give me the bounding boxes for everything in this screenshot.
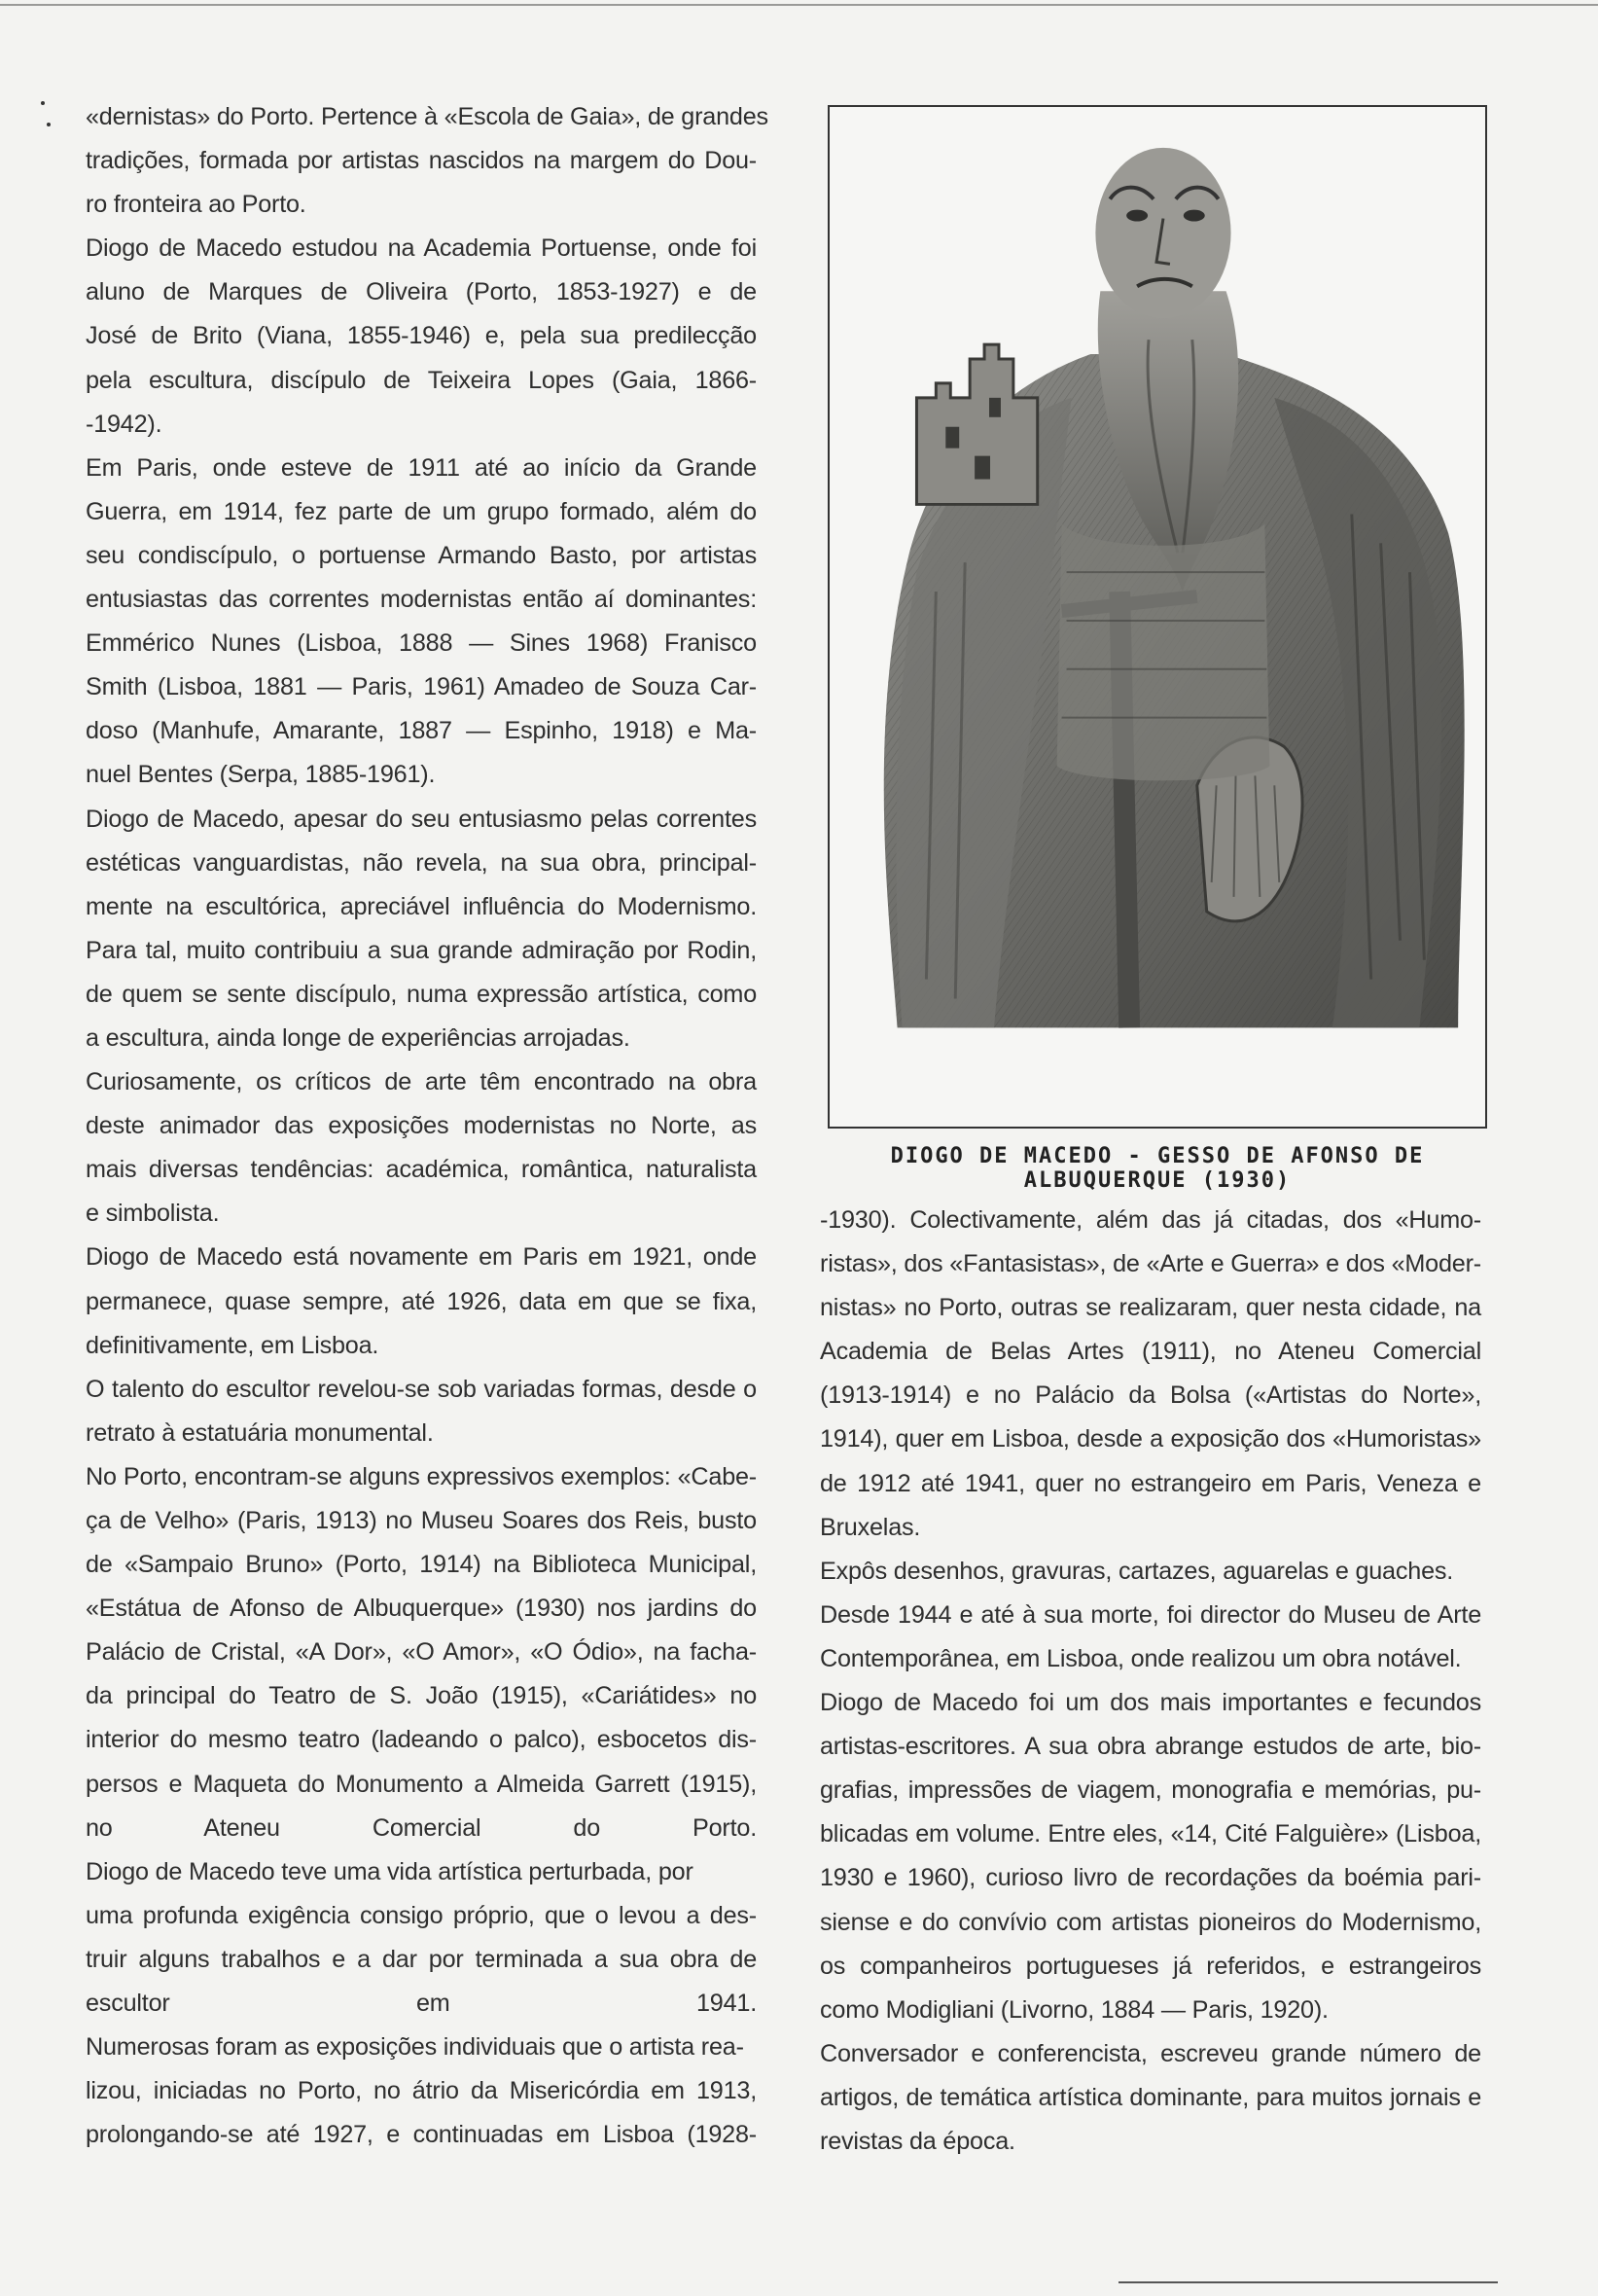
text-line: Academia de Belas Artes (1911), no Ateneu Comercial (820, 1338, 1481, 1366)
text-line: 1930 e 1960), curioso livro de recordações da boémia pari- (820, 1864, 1481, 1892)
text-line: Diogo de Macedo está novamente em Paris em 1921, onde (86, 1243, 757, 1272)
text-line: grafias, impressões de viagem, monografia e memórias, pu- (820, 1776, 1481, 1805)
castle-model (916, 344, 1037, 504)
text-line: Desde 1944 e até à sua morte, foi director do Museu de Arte (820, 1600, 1481, 1629)
text-line: Contemporânea, em Lisboa, onde realizou um obra notável. (820, 1644, 1462, 1672)
top-scan-edge (0, 4, 1598, 6)
text-line: José de Brito (Viana, 1855-1946) e, pela sua predilecção (86, 322, 757, 350)
text-line: doso (Manhufe, Amarante, 1887 — Espinho, 1918) e Ma- (86, 717, 757, 745)
scan-speck (41, 101, 45, 105)
text-line: No Porto, encontram-se alguns expressivos exemplos: «Cabe- (86, 1462, 757, 1490)
text-line: pela escultura, discípulo de Teixeira Lopes (Gaia, 1866- (86, 366, 757, 394)
text-line: uma profunda exigência consigo próprio, que o levou a des- (86, 1901, 757, 1929)
text-line: de «Sampaio Bruno» (Porto, 1914) na Biblioteca Municipal, (86, 1551, 757, 1579)
text-line: O talento do escultor revelou-se sob variadas formas, desde o (86, 1375, 757, 1403)
text-line: Bruxelas. (820, 1513, 921, 1541)
text-line: -1942). (86, 410, 162, 438)
sculpture-photo (828, 105, 1487, 1129)
text-line: escultor em 1941. (86, 1990, 757, 2018)
text-line: tradições, formada por artistas nascidos na margem do Dou- (86, 147, 757, 175)
scan-speck (47, 123, 51, 126)
text-line: siense e do convívio com artistas pioneiros do Modernismo, (820, 1908, 1481, 1936)
text-line: ristas», dos «Fantasistas», de «Arte e Guerra» e dos «Moder- (820, 1250, 1481, 1278)
bust-illustration (830, 107, 1485, 1127)
left-text-column (86, 95, 768, 2157)
text-line: definitivamente, em Lisboa. (86, 1331, 379, 1359)
text-line: Curiosamente, os críticos de arte têm encontrado na obra (86, 1068, 757, 1096)
text-line: Guerra, em 1914, fez parte de um grupo formado, além do (86, 497, 757, 525)
text-line: Diogo de Macedo estudou na Academia Portuense, onde foi (86, 234, 757, 263)
text-line: «Estátua de Afonso de Albuquerque» (1930) nos jardins do (86, 1595, 757, 1623)
text-line: Para tal, muito contribuiu a sua grande admiração por Rodin, (86, 936, 757, 964)
text-line: interior do mesmo teatro (ladeando o palco), esbocetos dis- (86, 1726, 757, 1754)
chest-armor (1057, 523, 1270, 780)
text-line: mente na escultórica, apreciável influência do Modernismo. (86, 892, 757, 920)
text-line: Expôs desenhos, gravuras, cartazes, aguarelas e guaches. (820, 1557, 1454, 1585)
text-line: prolongando-se até 1927, e continuadas em Lisboa (1928- (86, 2121, 757, 2149)
text-line: Smith (Lisboa, 1881 — Paris, 1961) Amadeo de Souza Car- (86, 673, 757, 701)
text-line: Emmérico Nunes (Lisboa, 1888 — Sines 1968) Franisco (86, 629, 757, 658)
text-line: seu condiscípulo, o portuense Armando Basto, por artistas (86, 541, 757, 569)
text-line: os companheiros portugueses já referidos, e estrangeiros (820, 1952, 1481, 1980)
text-line: de 1912 até 1941, quer no estrangeiro em Paris, Veneza e (820, 1469, 1481, 1497)
bottom-rule (1119, 2281, 1498, 2283)
text-line: deste animador das exposições modernistas no Norte, as (86, 1112, 757, 1140)
text-line: estéticas vanguardistas, não revela, na sua obra, principal- (86, 848, 757, 877)
text-line: blicadas em volume. Entre eles, «14, Cité Falguière» (Lisboa, (820, 1820, 1481, 1848)
text-line: artigos, de temática artística dominante, para muitos jornais e (820, 2083, 1481, 2111)
figure-caption: DIOGO DE MACEDO - GESSO DE AFONSO DE ALBUQUERQUE (1930) (890, 1144, 1425, 1193)
text-line: nistas» no Porto, outras se realizaram, quer nesta cidade, na (820, 1294, 1481, 1322)
text-line: Conversador e conferencista, escreveu grande número de (820, 2039, 1481, 2067)
text-line: truir alguns trabalhos e a dar por terminada a sua obra de (86, 1945, 757, 1973)
text-line: a escultura, ainda longe de experiências arrojadas. (86, 1023, 630, 1052)
text-line: mais diversas tendências: académica, romântica, naturalista (86, 1156, 757, 1184)
text-line: Diogo de Macedo teve uma vida artística perturbada, por (86, 1857, 693, 1885)
text-line: Palácio de Cristal, «A Dor», «O Amor», «O Ódio», na facha- (86, 1638, 757, 1667)
text-line: Numerosas foram as exposições individuais que o artista rea- (86, 2033, 744, 2062)
text-line: e simbolista. (86, 1200, 220, 1228)
text-line: retrato à estatuária monumental. (86, 1418, 434, 1447)
text-line: (1913-1914) e no Palácio da Bolsa («Artistas do Norte», (820, 1381, 1481, 1410)
text-line: lizou, iniciadas no Porto, no átrio da Misericórdia em 1913, (86, 2077, 757, 2105)
text-line: ça de Velho» (Paris, 1913) no Museu Soares dos Reis, busto (86, 1507, 757, 1534)
text-line: artistas-escritores. A sua obra abrange estudos de arte, bio- (820, 1733, 1481, 1761)
text-line: revistas da época. (820, 2127, 1015, 2155)
text-line: «dernistas» do Porto. Pertence à «Escola de Gaia», de grandes (86, 103, 768, 130)
head-shape (1095, 148, 1230, 318)
text-line: de quem se sente discípulo, numa expressão artística, como (86, 980, 757, 1008)
text-line: no Ateneu Comercial do Porto. (86, 1813, 757, 1842)
text-line: como Modigliani (Livorno, 1884 — Paris, 1920). (820, 1995, 1329, 2024)
text-line: persos e Maqueta do Monumento a Almeida Garrett (1915), (86, 1770, 757, 1798)
text-line: Em Paris, onde esteve de 1911 até ao início da Grande (86, 453, 757, 482)
text-line: 1914), quer em Lisboa, desde a exposição dos «Humoristas» (820, 1425, 1481, 1453)
text-line: Diogo de Macedo, apesar do seu entusiasmo pelas correntes (86, 805, 757, 833)
text-line: permanece, quase sempre, até 1926, data em que se fixa, (86, 1287, 757, 1315)
right-text-column (820, 1199, 1481, 2164)
text-line: nuel Bentes (Serpa, 1885-1961). (86, 761, 436, 789)
text-line: aluno de Marques de Oliveira (Porto, 1853-1927) e de (86, 278, 757, 306)
text-line: entusiastas das correntes modernistas então aí dominantes: (86, 586, 757, 614)
text-line: Diogo de Macedo foi um dos mais importantes e fecundos (820, 1689, 1481, 1717)
text-line: ro fronteira ao Porto. (86, 191, 306, 219)
text-line: da principal do Teatro de S. João (1915), «Cariátides» no (86, 1682, 757, 1710)
text-line: -1930). Colectivamente, além das já citadas, dos «Humo- (820, 1206, 1481, 1234)
